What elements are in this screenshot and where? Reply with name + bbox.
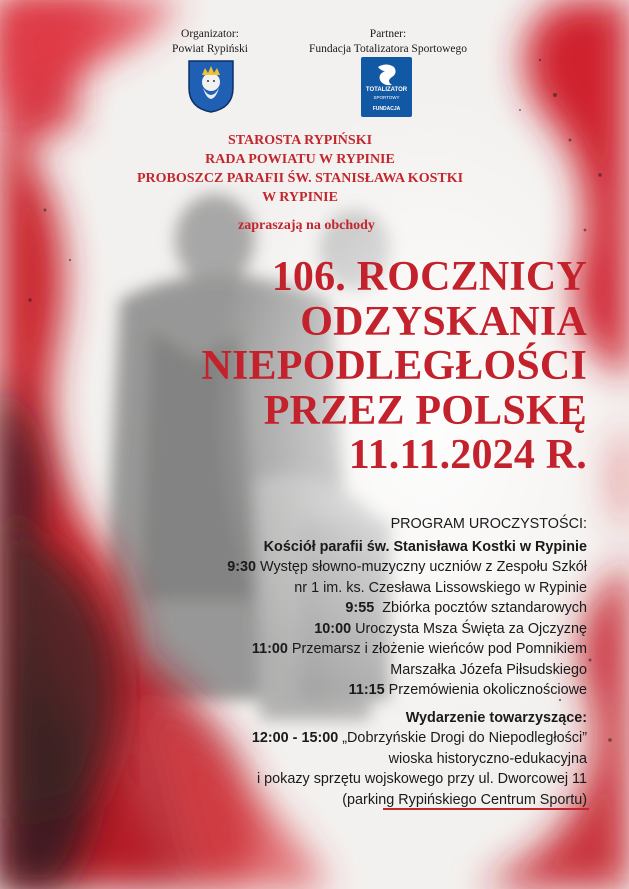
schedule-time: 11:15 xyxy=(348,682,385,698)
schedule-item xyxy=(127,557,587,578)
schedule-time: 9:55 xyxy=(345,600,375,616)
program-venue: Kościół parafii św. Stanisława Kostki w Rypinie xyxy=(263,539,587,555)
totalizator-mark-icon xyxy=(361,59,412,89)
schedule-item xyxy=(127,598,587,619)
event-headline xyxy=(127,255,587,478)
schedule-text: Przemówienia okolicznościowe xyxy=(388,682,587,698)
headline-line: NIEPODLEGŁOŚCI xyxy=(201,343,587,389)
headline-line: ODZYSKANIA xyxy=(300,298,587,345)
totalizator-logo xyxy=(361,57,412,117)
side-event-text: „Dobrzyńskie Drogi do Niepodległości” xyxy=(342,730,587,746)
headline-line: 106. ROCZNICY xyxy=(271,254,587,300)
logo-text-sportowy: SPORTOWY xyxy=(373,95,400,100)
host-line: RADA POWIATU W RYPINIE xyxy=(205,152,395,167)
schedule-item xyxy=(127,578,587,599)
side-event-line xyxy=(127,728,587,749)
organizer-label: Organizator: xyxy=(181,28,239,40)
program-schedule xyxy=(127,557,587,701)
side-event-line: i pokazy sprzętu wojskowego przy ul. Dworcowej 11 xyxy=(256,771,587,787)
schedule-text: Przemarsz i złożenie wieńców pod Pomnikiem xyxy=(291,641,587,657)
logo-text-totalizator: TOTALIZATOR xyxy=(365,87,408,93)
program-title: PROGRAM UROCZYSTOŚCI: xyxy=(390,516,587,532)
host-line: PROBOSZCZ PARAFII ŚW. STANISŁAWA KOSTKI xyxy=(136,171,464,186)
schedule-text: Występ słowno-muzyczny uczniów z Zespołu Szkół xyxy=(260,559,587,575)
schedule-time: 10:00 xyxy=(314,620,352,637)
partner-block xyxy=(288,27,488,57)
schedule-item xyxy=(127,639,587,660)
side-event-line: (parking Rypińskiego Centrum Sportu) xyxy=(342,791,587,808)
hosts-list xyxy=(130,131,470,207)
schedule-text: Marszałka Józefa Piłsudskiego xyxy=(390,661,587,678)
partner-label: Partner: xyxy=(369,28,407,40)
schedule-item xyxy=(127,660,587,681)
partner-name: Fundacja Totalizatora Sportowego xyxy=(308,43,468,55)
organizer-block xyxy=(150,27,270,57)
host-line: STAROSTA RYPIŃSKI xyxy=(227,133,373,148)
schedule-text: Zbiórka pocztów sztandarowych xyxy=(382,600,587,616)
side-event-line: wioska historyczno-edukacyjna xyxy=(388,750,587,767)
schedule-text: nr 1 im. ks. Czesława Lissowskiego w Rypinie xyxy=(294,579,587,596)
schedule-text: Uroczysta Msza Święta za Ojczyznę xyxy=(355,620,587,637)
host-line: W RYPINIE xyxy=(262,190,338,205)
divider-line xyxy=(383,808,589,810)
coat-of-arms-icon xyxy=(186,58,236,114)
schedule-time: 9:30 xyxy=(227,559,257,575)
logo-text-fundacja: FUNDACJA xyxy=(372,106,401,112)
schedule-time: 11:00 xyxy=(251,641,288,657)
side-event-details xyxy=(127,728,587,810)
side-event-title: Wydarzenie towarzyszące: xyxy=(405,710,587,726)
schedule-item xyxy=(127,680,587,701)
schedule-item xyxy=(127,619,587,640)
headline-line: PRZEZ POLSKĘ xyxy=(263,387,587,434)
headline-date: 11.11.2024 R. xyxy=(348,432,587,478)
side-event-time: 12:00 - 15:00 xyxy=(251,730,339,746)
organizer-name: Powiat Rypiński xyxy=(172,43,248,55)
invite-text: zapraszają na obchody xyxy=(238,218,375,233)
